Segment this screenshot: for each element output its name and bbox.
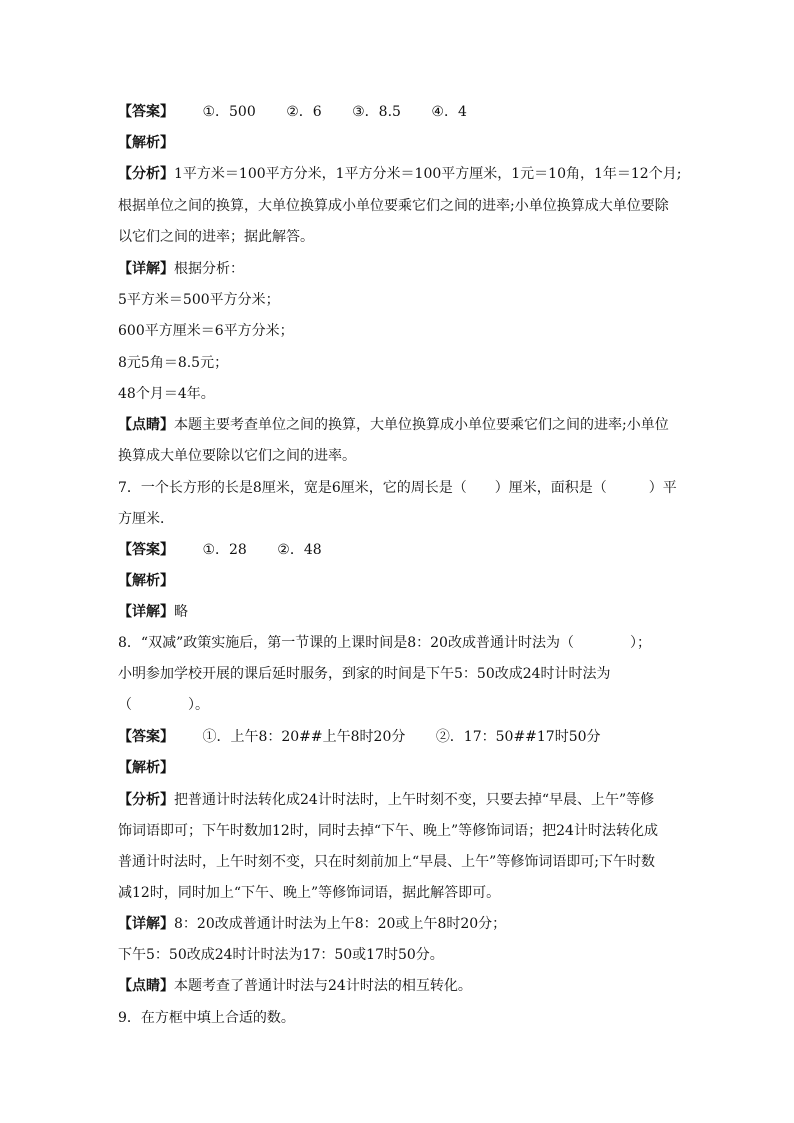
analysis-text-line: 饰词语即可；下午时数加12时，同时去掉“下午、晚上”等修饰词语；把24计时法转化成 (118, 823, 658, 839)
answer-tag: 【答案】 (118, 104, 174, 120)
comment-text: 本题主要考查单位之间的换算，大单位换算成小单位要乘它们之间的进率;小单位 (174, 417, 669, 433)
question-stem: 方厘米． (118, 511, 174, 527)
detail-tag: 【详解】 (118, 261, 174, 277)
detail-line (118, 602, 188, 622)
answer-item: ①．500 (202, 104, 256, 120)
fenxi-tag: 【分析】 (118, 166, 174, 182)
dianjing-tag: 【点睛】 (118, 978, 174, 994)
analysis-heading: 【解析】 (118, 135, 174, 151)
question-stem: （ ）。 (118, 697, 209, 713)
answer-item: ②．6 (286, 104, 322, 120)
answer-item: ③．8.5 (352, 104, 401, 120)
question-stem: 9．在方框中填上合适的数。 (118, 1010, 295, 1026)
detail-text: 8：20改成普通计时法为上午8：20或上午8时20分； (174, 916, 507, 932)
question-stem: 8．“双减”政策实施后，第一节课的上课时间是8：20改成普通计时法为（ ）； (118, 635, 651, 651)
calc-line: 8元5角＝8.5元； (118, 355, 229, 371)
dianjing-tag: 【点睛】 (118, 417, 174, 433)
detail-line (118, 914, 506, 934)
answer-line (118, 540, 322, 560)
answer-tag: 【答案】 (118, 729, 174, 745)
analysis-text-line: 普通计时法时，上午时刻不变，只在时刻前加上“早晨、上午”等修饰词语即可;下午时数 (118, 854, 656, 870)
answer-item: ④．4 (431, 104, 467, 120)
detail-tag: 【详解】 (118, 916, 174, 932)
answer-line (118, 727, 601, 747)
calc-line: 5平方米＝500平方分米； (118, 292, 280, 308)
detail-text: 下午5：50改成24时计时法为17：50或17时50分。 (118, 947, 444, 963)
answer-tag: 【答案】 (118, 542, 174, 558)
analysis-text-line: 根据单位之间的换算，大单位换算成小单位要乘它们之间的进率;小单位换算成大单位要除 (118, 198, 669, 214)
detail-text: 略 (174, 604, 188, 620)
answer-item: ①．上午8：20##上午8时20分 (202, 729, 406, 745)
analysis-heading: 【解析】 (118, 760, 174, 776)
detail-tag: 【详解】 (118, 604, 174, 620)
detail-text: 根据分析： (174, 261, 244, 277)
analysis-heading: 【解析】 (118, 573, 174, 589)
analysis-text-line: 1平方米＝100平方分米，1平方分米＝100平方厘米，1元＝10角，1年＝12个月; (174, 166, 682, 182)
comment-text: 换算成大单位要除以它们之间的进率。 (118, 448, 356, 464)
analysis-text (118, 790, 654, 810)
analysis-text-line: 减12时，同时加上“下午、晚上”等修饰词语，据此解答即可。 (118, 885, 501, 901)
calc-line: 600平方厘米＝6平方分米； (118, 323, 294, 339)
question-stem: 7．一个长方形的长是8厘米，宽是6厘米，它的周长是（ ）厘米，面积是（ ）平 (118, 480, 677, 496)
comment-line (118, 415, 669, 435)
answer-line (118, 102, 467, 122)
detail-line (118, 259, 244, 279)
comment-line (118, 976, 472, 996)
answer-item: ①．28 (202, 542, 247, 558)
analysis-text-line: 以它们之间的进率；据此解答。 (118, 229, 314, 245)
question-stem: 小明参加学校开展的课后延时服务，到家的时间是下午5：50改成24时计时法为 (118, 666, 611, 682)
calc-line: 48个月＝4年。 (118, 386, 215, 402)
analysis-text-line: 把普通计时法转化成24计时法时，上午时刻不变，只要去掉“早晨、上午”等修 (174, 792, 655, 808)
analysis-text (118, 164, 681, 184)
comment-text: 本题考查了普通计时法与24计时法的相互转化。 (174, 978, 472, 994)
fenxi-tag: 【分析】 (118, 792, 174, 808)
answer-item: ②．48 (277, 542, 322, 558)
answer-item: ②．17：50##17时50分 (435, 729, 601, 745)
